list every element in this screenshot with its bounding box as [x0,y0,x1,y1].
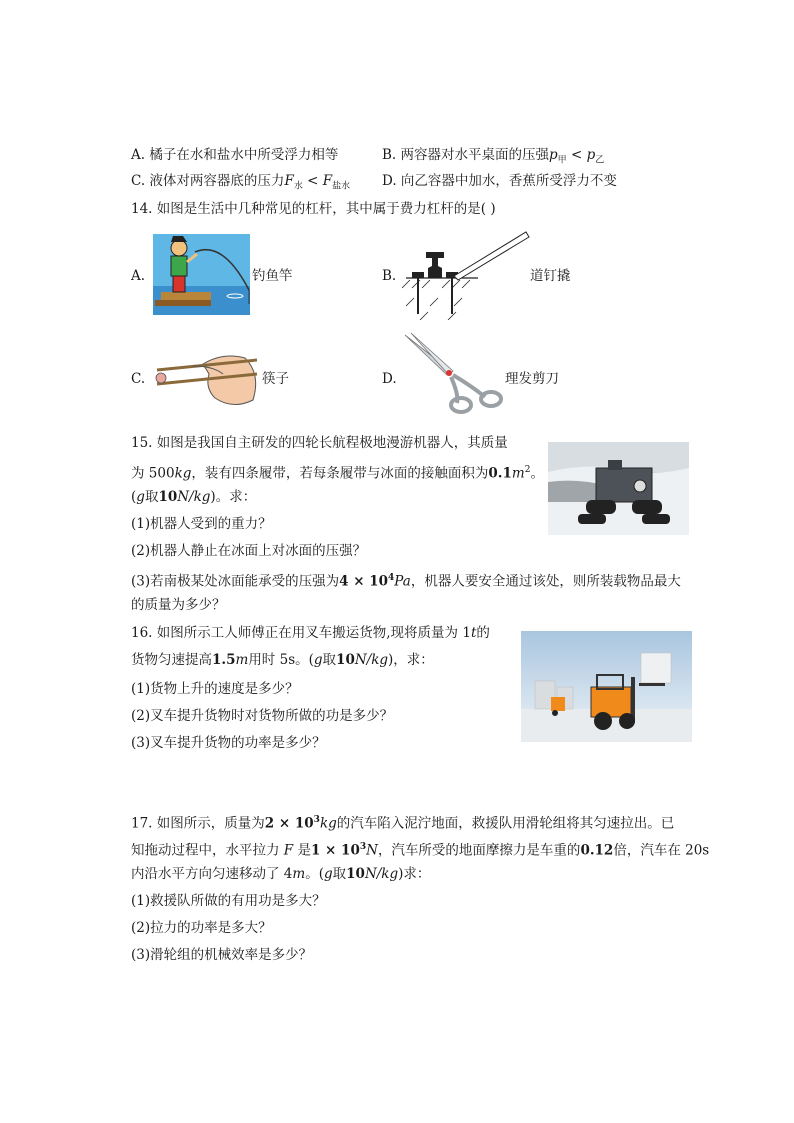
q17-is-text: 是 [297,842,311,859]
q17-line2-end: 倍，汽车在 20s [613,842,710,859]
q15-line2-end: 。 [530,465,544,482]
forklift-photo [521,631,692,742]
q17-line3 [131,864,430,884]
q15-line2 [131,460,544,484]
q13-option-c [131,171,350,197]
q17-line1-text2: 的汽车陷入泥泞地面，救援队用滑轮组将其匀速拉出。已 [336,815,675,832]
q16-g-value: 10 [336,652,355,668]
q17-friction-ratio: 0.12 [580,842,614,859]
q17-g-symbol: g [323,866,333,882]
q17-line2 [131,837,709,861]
q17-sub2: (2)拉力的功率是多大？ [131,920,272,936]
fishing-rod-illustration [153,234,250,315]
q17-force-symbol: F [279,842,298,859]
q17-distance-unit: m [292,866,306,882]
q15-paren-open: ( [131,489,137,505]
q13-option-a: A. 橘子在水和盐水中所受浮力相等 [131,147,339,163]
q14-option-d-letter: D. [382,371,397,387]
q15-sub1: (1)机器人受到的重力？ [131,516,272,532]
q17-force-unit: N [366,842,378,859]
q15-area-sup: 2 [524,465,531,475]
q17-sub1: (1)救援队所做的有用功是多大？ [131,893,326,909]
q15-take-text: 取 [144,489,159,505]
q15-g-unit: N/kg [177,489,211,505]
q15-mass-text: 为 500 [131,465,175,482]
q17-line2-text: 知拖动过程中，水平拉力 [131,842,280,859]
q13-option-b-text: B. 两容器对水平桌面的压强 [382,147,550,163]
q13-option-c-lt: < [302,173,323,189]
q16-height-unit: m [235,652,249,668]
q14-option-c-letter: C. [131,371,146,387]
q13-option-d: D. 向乙容器中加水，香蕉所受浮力不变 [382,173,617,189]
q16-time-text: 用时 5s。( [248,652,314,668]
chopsticks-illustration [153,344,261,410]
q17-line1 [131,810,674,834]
q17-line3-end: )求： [398,866,431,882]
q14-option-b-label: 道钉撬 [530,268,571,284]
q17-mass-unit: kg [319,815,337,832]
q15-pressure-unit: Pa [394,573,411,590]
q13-option-c-sub1: 水 [293,181,303,192]
q14-option-a-label: 钓鱼竿 [252,268,293,284]
q14-option-d-label: 理发剪刀 [505,371,559,387]
q15-sub3-text2: ，机器人要安全通过该处，则所装载物品最大 [410,573,681,590]
q17-force-sup: 3 [359,842,367,852]
q15-area-value: 0.1 [488,465,512,482]
q13-option-b [382,145,604,171]
q17-mass-value: 2 × 10 [264,815,314,832]
q17-g-unit: N/kg [364,866,399,882]
q15-sub3 [131,568,681,592]
q14-option-b-letter: B. [382,268,397,284]
q17-line3-text: 内沿水平方向匀速移动了 4 [131,866,293,882]
q16-sub3: (3)叉车提升货物的功率是多少？ [131,735,326,751]
q17-force-value: 1 × 10 [310,842,360,859]
scissors-illustration [401,331,505,418]
q16-sub2: (2)叉车提升货物时对货物所做的功是多少？ [131,708,394,724]
q17-take-text: 取 [332,866,347,882]
q17-line1-text: 17. 如图所示，质量为 [131,815,265,832]
q16-height-value: 1.5 [212,652,236,668]
q15-area-unit: m [511,465,525,482]
q13-option-b-math: p [549,147,558,163]
q17-friction-text: ，汽车所受的地面摩擦力是车重的 [377,842,581,859]
q16-line1-text: 16. 如图所示工人师傅正在用叉车搬运货物,现将质量为 1 [131,625,471,641]
q16-sub1: (1)货物上升的速度是多少？ [131,681,299,697]
q16-line2-end: )，求： [388,652,434,668]
q17-g-value: 10 [346,866,365,882]
q13-option-c-sub2: 盐水 [332,181,351,192]
q15-pressure-value: 4 × 10 [339,573,389,590]
q17-sub3: (3)滑轮组的机械效率是多少？ [131,947,313,963]
q14-option-a-letter: A. [131,268,146,284]
q13-option-c-math2: F [322,173,333,189]
q15-pressure-sup: 4 [388,573,395,583]
q15-line3-end: )。求： [210,489,257,505]
q16-g-symbol: g [313,652,323,668]
q13-option-b-sub2: 乙 [595,155,605,166]
rail-spike-crowbar-illustration [398,228,530,320]
q15-g-value: 10 [158,489,178,505]
q15-g-symbol: g [136,489,145,505]
q14-stem: 14. 如图是生活中几种常见的杠杆，其中属于费力杠杆的是( ) [131,201,496,217]
q16-take-text: 取 [322,652,337,668]
polar-robot-photo [548,442,689,535]
q17-mass-sup: 3 [313,815,320,825]
q14-option-c-label: 筷子 [262,371,289,387]
q15-line1: 15. 如图是我国自主研发的四轮长航程极地漫游机器人，其质量 [131,435,508,451]
q13-option-b-lt: < [566,147,587,163]
q15-sub3-cont: 的质量为多少？ [131,597,226,613]
q15-mass-unit: kg [174,465,192,482]
q16-ton-unit: t [470,625,477,641]
q16-line2 [131,650,434,670]
q16-g-unit: N/kg [354,652,389,668]
q17-paren-open: 。( [305,866,324,882]
q13-option-c-math: F [284,173,294,189]
q16-line2-text: 货物匀速提高 [131,652,212,668]
q15-sub3-text: (3)若南极某处冰面能承受的压强为 [131,573,340,590]
q13-option-c-text: C. 液体对两容器底的压力 [131,173,285,189]
q15-line2-text: ，装有四条履带，若每条履带与冰面的接触面积为 [191,465,489,482]
q16-line1 [131,623,490,643]
q13-option-b-sub1: 甲 [557,155,567,166]
q16-line1-end: 的 [476,625,490,641]
q13-option-b-math2: p [586,147,596,163]
q15-sub2: (2)机器人静止在冰面上对冰面的压强？ [131,543,367,559]
q15-line3 [131,487,256,507]
